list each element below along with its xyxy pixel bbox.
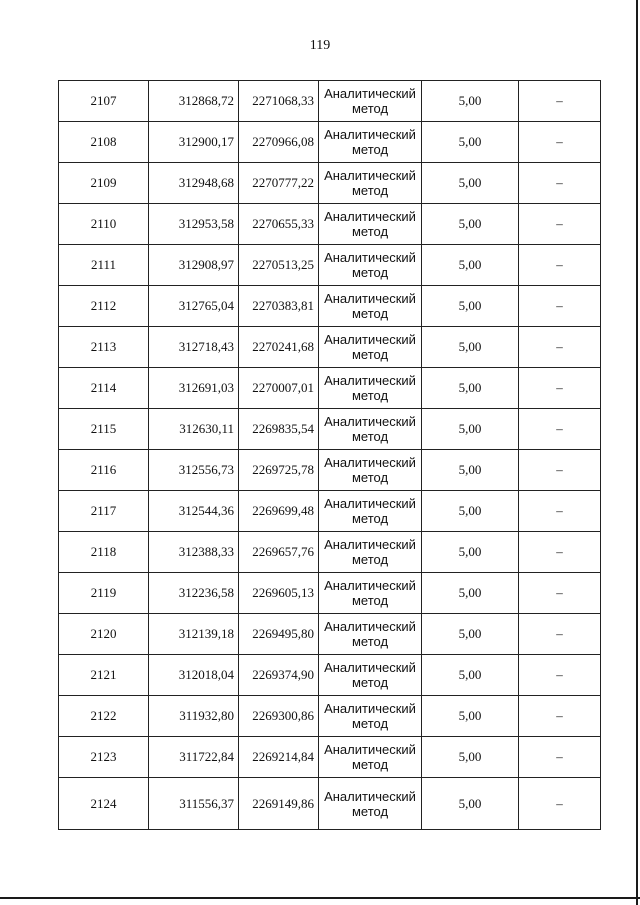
x-coordinate-cell: 311932,80	[149, 696, 239, 737]
table-row	[59, 81, 601, 122]
method-label-line1: Аналитический	[324, 86, 416, 101]
x-coordinate-cell: 312948,68	[149, 163, 239, 204]
table-row	[59, 368, 601, 409]
method-label-line2: метод	[351, 429, 389, 444]
empty-value-cell: –	[519, 778, 601, 830]
method-label-line1: Аналитический	[324, 291, 416, 306]
accuracy-cell: 5,00	[422, 245, 519, 286]
method-cell	[319, 409, 422, 450]
accuracy-cell: 5,00	[422, 122, 519, 163]
point-number-cell: 2124	[59, 778, 149, 830]
method-cell	[319, 737, 422, 778]
empty-value-cell: –	[519, 122, 601, 163]
method-label-line2: метод	[351, 511, 389, 526]
y-coordinate-cell: 2269300,86	[239, 696, 319, 737]
point-number-cell: 2120	[59, 614, 149, 655]
table-row	[59, 245, 601, 286]
empty-value-cell: –	[519, 409, 601, 450]
accuracy-cell: 5,00	[422, 573, 519, 614]
method-cell	[319, 491, 422, 532]
empty-value-cell: –	[519, 204, 601, 245]
accuracy-cell: 5,00	[422, 450, 519, 491]
y-coordinate-cell: 2271068,33	[239, 81, 319, 122]
method-cell	[319, 450, 422, 491]
page-number: 119	[309, 38, 331, 53]
y-coordinate-cell: 2269699,48	[239, 491, 319, 532]
point-number-cell: 2117	[59, 491, 149, 532]
accuracy-cell: 5,00	[422, 737, 519, 778]
method-label-line1: Аналитический	[324, 660, 416, 675]
table-row	[59, 778, 601, 830]
method-cell	[319, 81, 422, 122]
method-label-line1: Аналитический	[324, 332, 416, 347]
method-cell	[319, 614, 422, 655]
x-coordinate-cell: 312139,18	[149, 614, 239, 655]
method-label-line1: Аналитический	[324, 537, 416, 552]
x-coordinate-cell: 312900,17	[149, 122, 239, 163]
table-row	[59, 614, 601, 655]
y-coordinate-cell: 2269835,54	[239, 409, 319, 450]
empty-value-cell: –	[519, 286, 601, 327]
method-label-line1: Аналитический	[324, 496, 416, 511]
method-label-line1: Аналитический	[324, 250, 416, 265]
method-label-line2: метод	[351, 716, 389, 731]
method-label-line2: метод	[351, 803, 389, 819]
method-label-line1: Аналитический	[324, 127, 416, 142]
table-row	[59, 696, 601, 737]
accuracy-cell: 5,00	[422, 327, 519, 368]
table-row	[59, 450, 601, 491]
y-coordinate-cell: 2269149,86	[239, 778, 319, 830]
page-border-right	[636, 0, 638, 905]
accuracy-cell: 5,00	[422, 532, 519, 573]
coordinates-table-body	[59, 81, 601, 830]
empty-value-cell: –	[519, 696, 601, 737]
method-cell	[319, 204, 422, 245]
table-row	[59, 655, 601, 696]
method-cell	[319, 122, 422, 163]
method-cell	[319, 778, 422, 830]
y-coordinate-cell: 2270655,33	[239, 204, 319, 245]
y-coordinate-cell: 2269374,90	[239, 655, 319, 696]
method-label-line1: Аналитический	[324, 578, 416, 593]
empty-value-cell: –	[519, 737, 601, 778]
y-coordinate-cell: 2270777,22	[239, 163, 319, 204]
empty-value-cell: –	[519, 163, 601, 204]
accuracy-cell: 5,00	[422, 204, 519, 245]
empty-value-cell: –	[519, 245, 601, 286]
method-cell	[319, 286, 422, 327]
method-label-line2: метод	[351, 634, 389, 649]
empty-value-cell: –	[519, 491, 601, 532]
empty-value-cell: –	[519, 327, 601, 368]
point-number-cell: 2122	[59, 696, 149, 737]
method-cell	[319, 368, 422, 409]
x-coordinate-cell: 312718,43	[149, 327, 239, 368]
method-label-line1: Аналитический	[324, 414, 416, 429]
accuracy-cell: 5,00	[422, 81, 519, 122]
method-label-line2: метод	[351, 593, 389, 608]
x-coordinate-cell: 311556,37	[149, 778, 239, 830]
method-cell	[319, 532, 422, 573]
x-coordinate-cell: 312236,58	[149, 573, 239, 614]
point-number-cell: 2111	[59, 245, 149, 286]
table-row	[59, 409, 601, 450]
point-number-cell: 2116	[59, 450, 149, 491]
x-coordinate-cell: 311722,84	[149, 737, 239, 778]
point-number-cell: 2108	[59, 122, 149, 163]
accuracy-cell: 5,00	[422, 163, 519, 204]
method-cell	[319, 655, 422, 696]
empty-value-cell: –	[519, 368, 601, 409]
method-label-line1: Аналитический	[324, 455, 416, 470]
accuracy-cell: 5,00	[422, 778, 519, 830]
accuracy-cell: 5,00	[422, 286, 519, 327]
method-label-line1: Аналитический	[324, 619, 416, 634]
empty-value-cell: –	[519, 81, 601, 122]
y-coordinate-cell: 2270241,68	[239, 327, 319, 368]
point-number-cell: 2110	[59, 204, 149, 245]
y-coordinate-cell: 2269657,76	[239, 532, 319, 573]
x-coordinate-cell: 312868,72	[149, 81, 239, 122]
method-label-line2: метод	[351, 183, 389, 198]
point-number-cell: 2118	[59, 532, 149, 573]
y-coordinate-cell: 2269495,80	[239, 614, 319, 655]
method-label-line2: метод	[351, 224, 389, 239]
point-number-cell: 2119	[59, 573, 149, 614]
y-coordinate-cell: 2270513,25	[239, 245, 319, 286]
method-label-line2: метод	[351, 552, 389, 567]
accuracy-cell: 5,00	[422, 614, 519, 655]
method-cell	[319, 163, 422, 204]
page-border-bottom	[0, 897, 640, 899]
point-number-cell: 2121	[59, 655, 149, 696]
y-coordinate-cell: 2269725,78	[239, 450, 319, 491]
method-label-line2: метод	[351, 306, 389, 321]
y-coordinate-cell: 2269605,13	[239, 573, 319, 614]
method-label-line1: Аналитический	[324, 373, 416, 388]
method-label-line2: метод	[351, 470, 389, 485]
table-row	[59, 286, 601, 327]
x-coordinate-cell: 312908,97	[149, 245, 239, 286]
accuracy-cell: 5,00	[422, 655, 519, 696]
method-label-line2: метод	[351, 388, 389, 403]
empty-value-cell: –	[519, 614, 601, 655]
table-row	[59, 327, 601, 368]
point-number-cell: 2114	[59, 368, 149, 409]
point-number-cell: 2123	[59, 737, 149, 778]
accuracy-cell: 5,00	[422, 409, 519, 450]
point-number-cell: 2112	[59, 286, 149, 327]
empty-value-cell: –	[519, 655, 601, 696]
table-row	[59, 163, 601, 204]
x-coordinate-cell: 312544,36	[149, 491, 239, 532]
x-coordinate-cell: 312556,73	[149, 450, 239, 491]
method-label-line2: метод	[351, 347, 389, 362]
method-label-line2: метод	[351, 757, 389, 772]
y-coordinate-cell: 2269214,84	[239, 737, 319, 778]
method-cell	[319, 573, 422, 614]
table-row	[59, 204, 601, 245]
table-row	[59, 122, 601, 163]
method-label-line1: Аналитический	[324, 168, 416, 183]
empty-value-cell: –	[519, 450, 601, 491]
y-coordinate-cell: 2270966,08	[239, 122, 319, 163]
method-label-line2: метод	[351, 142, 389, 157]
method-cell	[319, 245, 422, 286]
empty-value-cell: –	[519, 532, 601, 573]
table-row	[59, 532, 601, 573]
method-label-line1: Аналитический	[324, 742, 416, 757]
accuracy-cell: 5,00	[422, 368, 519, 409]
method-label-line2: метод	[351, 675, 389, 690]
x-coordinate-cell: 312388,33	[149, 532, 239, 573]
accuracy-cell: 5,00	[422, 696, 519, 737]
point-number-cell: 2113	[59, 327, 149, 368]
point-number-cell: 2109	[59, 163, 149, 204]
table-row	[59, 491, 601, 532]
method-label-line2: метод	[351, 265, 389, 280]
x-coordinate-cell: 312953,58	[149, 204, 239, 245]
x-coordinate-cell: 312691,03	[149, 368, 239, 409]
method-label-line1: Аналитический	[324, 788, 416, 804]
method-label-line2: метод	[351, 101, 389, 116]
coordinates-table	[58, 80, 601, 830]
method-cell	[319, 327, 422, 368]
x-coordinate-cell: 312018,04	[149, 655, 239, 696]
y-coordinate-cell: 2270383,81	[239, 286, 319, 327]
empty-value-cell: –	[519, 573, 601, 614]
accuracy-cell: 5,00	[422, 491, 519, 532]
method-cell	[319, 696, 422, 737]
method-label-line1: Аналитический	[324, 209, 416, 224]
table-row	[59, 737, 601, 778]
x-coordinate-cell: 312630,11	[149, 409, 239, 450]
method-label-line1: Аналитический	[324, 701, 416, 716]
point-number-cell: 2115	[59, 409, 149, 450]
y-coordinate-cell: 2270007,01	[239, 368, 319, 409]
table-row	[59, 573, 601, 614]
point-number-cell: 2107	[59, 81, 149, 122]
x-coordinate-cell: 312765,04	[149, 286, 239, 327]
